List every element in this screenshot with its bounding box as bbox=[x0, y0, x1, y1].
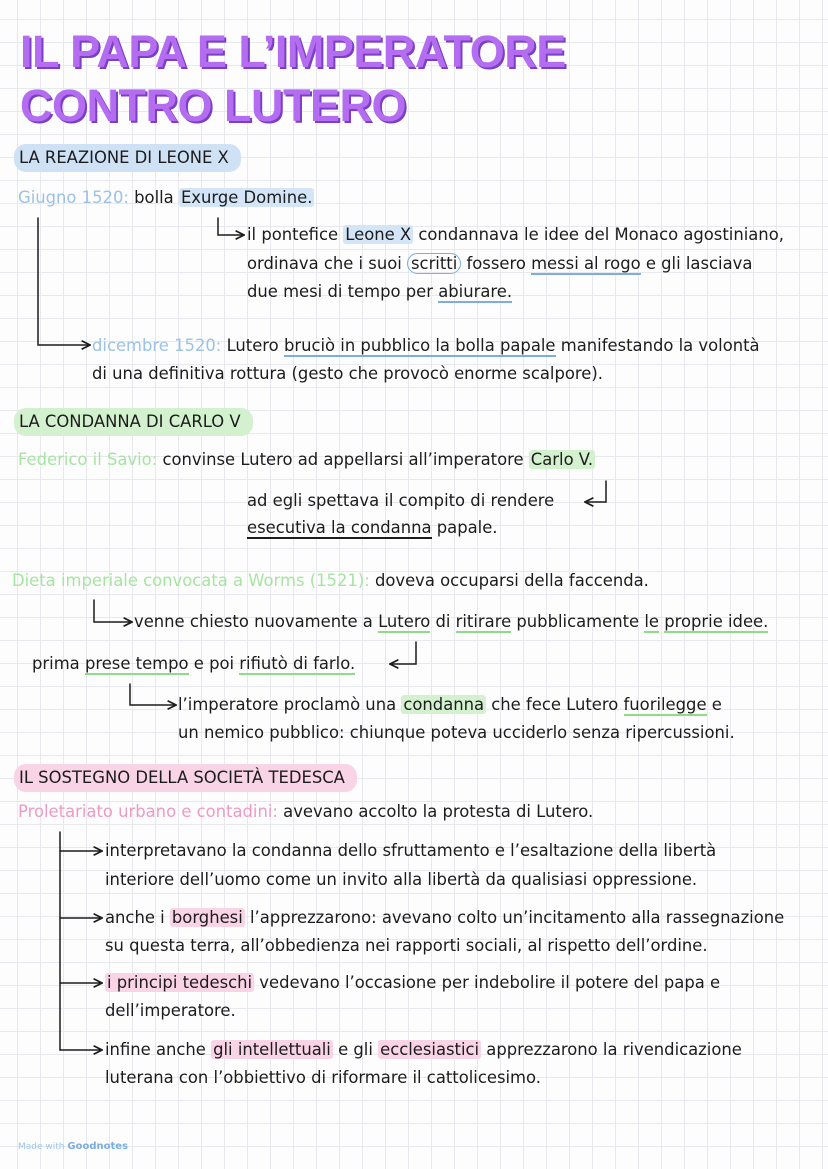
date-label: dicembre 1520: bbox=[92, 336, 222, 355]
section-heading-carlo: LA CONDANNA DI CARLO V bbox=[14, 408, 253, 436]
text: Lutero bbox=[226, 336, 279, 355]
underline-esecutiva: esecutiva la condanna bbox=[247, 518, 432, 537]
bullet-1-line1: interpretavano la condanna dello sfruttamento e l’esaltazione della libertà bbox=[105, 841, 717, 860]
date-label: Giugno 1520: bbox=[18, 188, 129, 207]
bullet-1-line2: interiore dell’uomo come un invito alla libertà da qualisiasi oppressione. bbox=[105, 870, 698, 889]
bullet-3-line1 bbox=[105, 972, 720, 994]
federico-line bbox=[18, 449, 595, 471]
text: prima bbox=[32, 654, 80, 673]
label-federico: Federico il Savio: bbox=[18, 450, 158, 469]
bullet-2-line2: su questa terra, all’obbedienza nei rapporti sociali, al rispetto dell’ordine. bbox=[105, 936, 708, 955]
venne-line bbox=[134, 611, 768, 633]
text: che fece Lutero bbox=[491, 695, 619, 714]
section-heading-leone: LA REAZIONE DI LEONE X bbox=[14, 144, 241, 172]
proletariato-line bbox=[18, 801, 593, 823]
text: venne chiesto nuovamente a bbox=[134, 612, 373, 631]
text: bolla bbox=[134, 188, 174, 207]
underline-brucio: bruciò in pubblico la bolla papale bbox=[283, 336, 556, 355]
dieta-line bbox=[12, 570, 649, 592]
text: pubblicamente bbox=[516, 612, 640, 631]
underline-rifiuto: rifiutò di farlo. bbox=[239, 654, 356, 673]
rottura-line: di una definitiva rottura (gesto che provocò enorme scalpore). bbox=[92, 364, 603, 383]
underline-lutero: Lutero bbox=[378, 612, 431, 631]
pontefice-line bbox=[247, 224, 784, 246]
page-title-line1: IL PAPA E L’IMPERATORE bbox=[20, 26, 566, 77]
highlight-carlo: Carlo V. bbox=[530, 450, 594, 469]
circled-scritti: scritti bbox=[407, 253, 461, 274]
giugno-line bbox=[18, 187, 314, 209]
underline-abiurare: abiurare. bbox=[438, 282, 513, 301]
highlight-intellettuali: gli intellettuali bbox=[213, 1040, 331, 1059]
highlight-condanna: condanna bbox=[403, 695, 485, 714]
text: avevano accolto la protesta di Lutero. bbox=[283, 802, 594, 821]
label-dieta: Dieta imperiale convocata a Worms (1521): bbox=[12, 571, 370, 590]
text: di bbox=[435, 612, 451, 631]
underline-le: le bbox=[644, 612, 659, 631]
highlight-borghesi: borghesi bbox=[171, 908, 243, 927]
arrow-bolla-pontefice bbox=[218, 218, 244, 235]
mesi-line bbox=[247, 281, 512, 303]
underline-idee: proprie idee. bbox=[664, 612, 769, 631]
egli-line: ad egli spettava il compito di rendere bbox=[247, 491, 555, 510]
highlight-exurge: Exurge Domine. bbox=[180, 188, 313, 207]
text: e poi bbox=[193, 654, 235, 673]
text: manifestando la volontà bbox=[560, 336, 760, 355]
text: infine anche bbox=[105, 1040, 206, 1059]
bullet-4-line2: luterana con l’obbiettivo di riformare il cattolicesimo. bbox=[105, 1068, 541, 1087]
bullet-4-line1 bbox=[105, 1039, 742, 1061]
watermark-prefix: Made with bbox=[18, 1142, 65, 1152]
arrow-carlo-egli bbox=[585, 481, 606, 502]
arrow-giugno-dicembre bbox=[38, 218, 90, 345]
text: e gli lasciava bbox=[645, 254, 753, 273]
imperatore-line bbox=[178, 694, 722, 716]
arrow-farlo-imperatore bbox=[130, 684, 176, 705]
bullet-3-line2: dell’imperatore. bbox=[105, 1001, 236, 1020]
esecutiva-line bbox=[247, 517, 498, 539]
underline-fuorilegge: fuorilegge bbox=[623, 695, 707, 714]
label-proletariato: Proletariato urbano e contadini: bbox=[18, 802, 278, 821]
text: e bbox=[711, 695, 722, 714]
watermark-brand: Goodnotes bbox=[67, 1141, 128, 1152]
prima-line bbox=[32, 653, 355, 675]
text: papale. bbox=[436, 518, 498, 537]
text: doveva occuparsi della faccenda. bbox=[374, 571, 649, 590]
text: convinse Lutero ad appellarsi all’imperatore bbox=[162, 450, 524, 469]
arrow-dieta-venne bbox=[94, 600, 132, 622]
text: l’imperatore proclamò una bbox=[178, 695, 397, 714]
page-title-line2: CONTRO LUTERO bbox=[20, 80, 406, 131]
section-heading-societa: IL SOSTEGNO DELLA SOCIETÀ TEDESCA bbox=[14, 764, 357, 792]
underline-rogo: messi al rogo bbox=[531, 254, 641, 273]
bullet-2-line1 bbox=[105, 907, 784, 929]
underline-tempo: prese tempo bbox=[84, 654, 189, 673]
underline-ritirare: ritirare bbox=[455, 612, 512, 631]
text: ordinava che i suoi bbox=[247, 254, 402, 273]
text: apprezzarono la rivendicazione bbox=[486, 1040, 742, 1059]
text: anche i bbox=[105, 908, 165, 927]
highlight-ecclesiastici: ecclesiastici bbox=[380, 1040, 480, 1059]
highlight-principi: i principi tedeschi bbox=[107, 973, 253, 992]
nemico-line: un nemico pubblico: chiunque poteva ucciderlo senza ripercussioni. bbox=[178, 723, 735, 742]
goodnotes-watermark bbox=[18, 1141, 128, 1152]
text: condannava le idee del Monaco agostiniano, bbox=[418, 225, 784, 244]
text: l’apprezzarono: avevano colto un’incitamento alla rassegnazione bbox=[249, 908, 785, 927]
ordinava-line bbox=[247, 253, 752, 275]
text: il pontefice bbox=[247, 225, 339, 244]
dicembre-line bbox=[92, 335, 760, 357]
text: due mesi di tempo per bbox=[247, 282, 433, 301]
highlight-leone: Leone X bbox=[345, 225, 412, 244]
text: vedevano l’occasione per indebolire il potere del papa e bbox=[259, 973, 721, 992]
text: e gli bbox=[338, 1040, 373, 1059]
arrow-idee-prima bbox=[390, 642, 416, 664]
text: fossero bbox=[466, 254, 526, 273]
